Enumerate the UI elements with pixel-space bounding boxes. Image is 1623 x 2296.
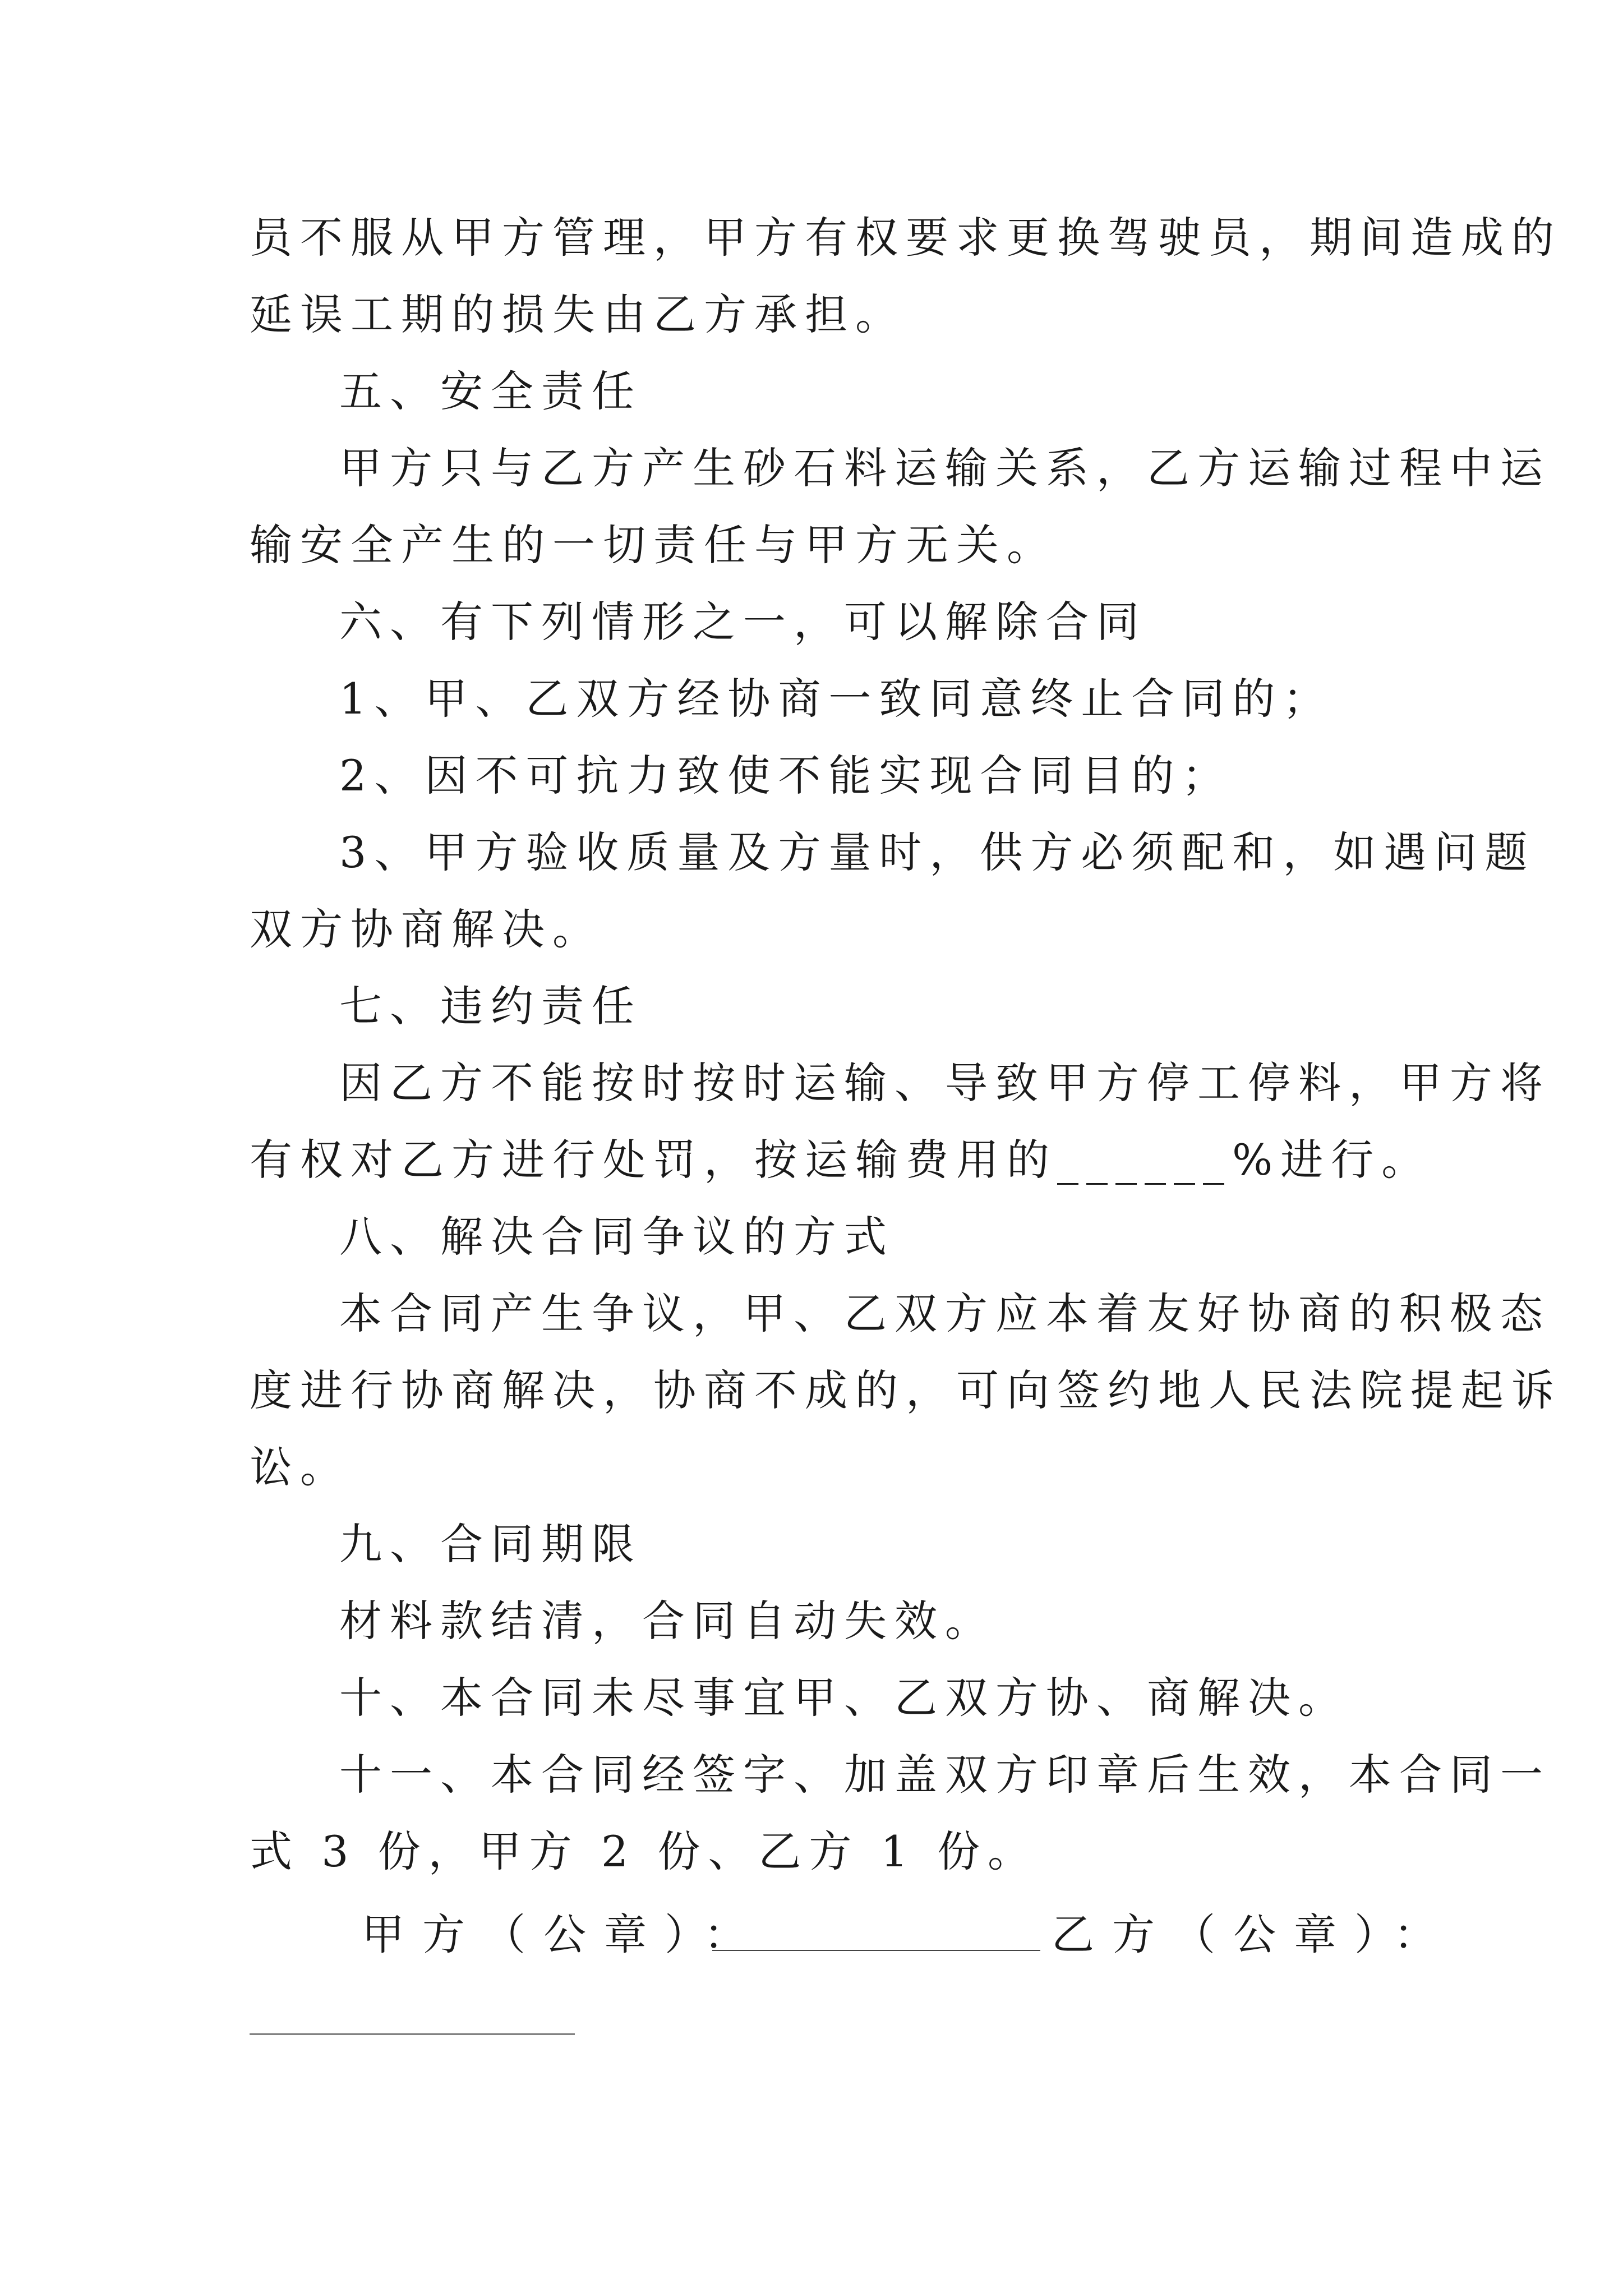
paragraph-line: 有权对乙方进行处罚，按运输费用的______%进行。 (250, 1135, 1432, 1185)
list-item: 2、因不可抗力致使不能实现合同目的； (339, 751, 1233, 800)
section-heading-term: 九、合同期限 (339, 1519, 642, 1569)
party-a-seal-label: 甲方（公章）： (362, 1910, 764, 1959)
document-body (250, 199, 1562, 1890)
section-heading-termination: 六、有下列情形之一，可以解除合同 (339, 597, 1147, 647)
paragraph-line: 本合同产生争议，甲、乙双方应本着友好协商的积极态 (339, 1289, 1551, 1338)
list-item: 3、甲方验收质量及方量时，供方必须配和，如遇问题 (339, 827, 1536, 877)
paragraph-line: 因乙方不能按时按时运输、导致甲方停工停料，甲方将 (339, 1058, 1551, 1108)
section-heading-other: 十、本合同未尽事宜甲、乙双方协、商解决。 (339, 1673, 1349, 1723)
section-heading-safety: 五、安全责任 (339, 366, 642, 416)
paragraph-line: 材料款结清，合同自动失效。 (339, 1596, 995, 1646)
paragraph-line: 员不服从甲方管理，甲方有权要求更换驾驶员，期间造成的 (250, 213, 1562, 263)
paragraph-line: 输安全产生的一切责任与甲方无关。 (250, 520, 1057, 570)
party-b-signature-line (250, 2033, 575, 2035)
party-b-seal-label: 乙方（公章）： (1052, 1910, 1454, 1959)
paragraph-line: 讼。 (250, 1442, 351, 1492)
list-item: 1、甲、乙双方经协商一致同意终止合同的； (339, 674, 1334, 724)
party-a-signature-line (712, 1950, 1040, 1951)
paragraph-line: 度进行协商解决，协商不成的，可向签约地人民法院提起诉 (250, 1365, 1562, 1415)
paragraph-line: 甲方只与乙方产生砂石料运输关系，乙方运输过程中运 (339, 443, 1551, 493)
signature-row (250, 1896, 1454, 1973)
paragraph-line: 式 3 份，甲方 2 份、乙方 1 份。 (250, 1826, 1039, 1876)
section-heading-dispute: 八、解决合同争议的方式 (339, 1212, 895, 1262)
section-heading-liability: 七、违约责任 (339, 981, 642, 1031)
paragraph-line: 双方协商解决。 (250, 904, 603, 954)
paragraph-line: 延误工期的损失由乙方承担。 (250, 289, 906, 339)
section-heading-effect: 十一、本合同经签字、加盖双方印章后生效，本合同一 (339, 1750, 1551, 1800)
